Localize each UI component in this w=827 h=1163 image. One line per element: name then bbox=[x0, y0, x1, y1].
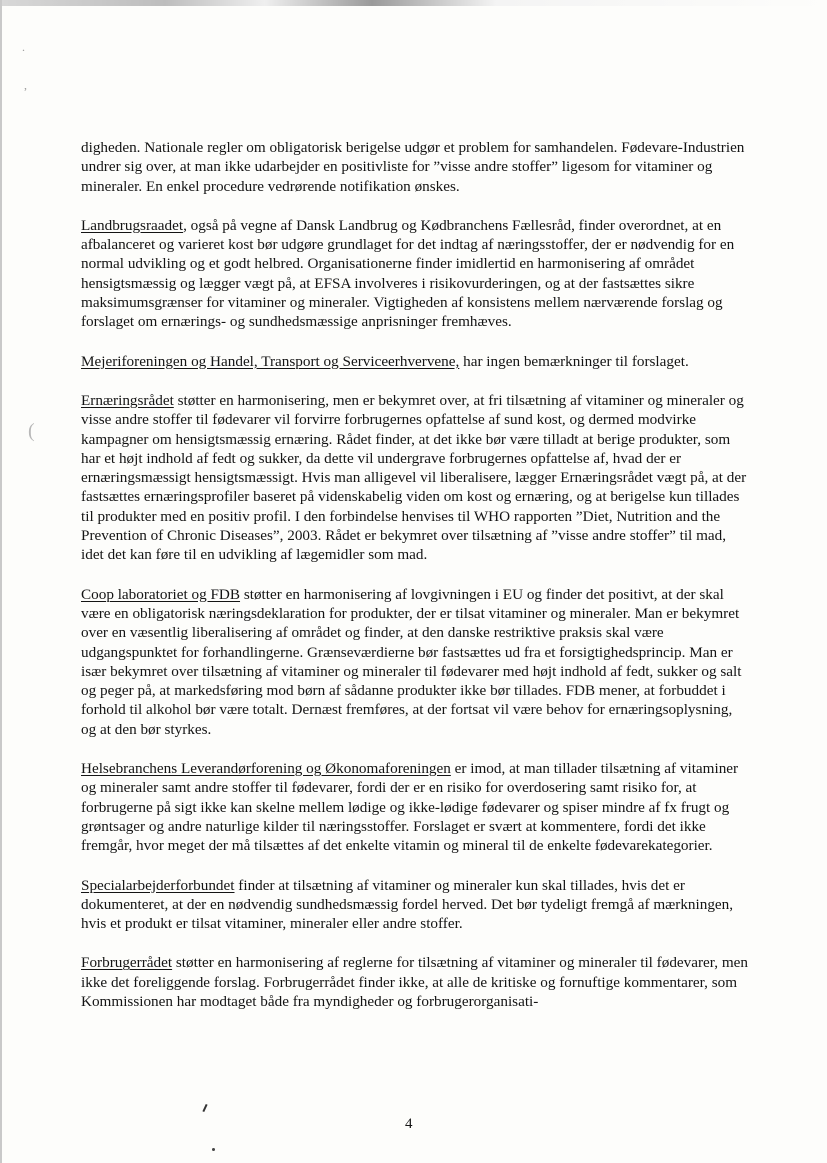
organization-name: Forbrugerrådet bbox=[81, 954, 173, 972]
paragraph-text: digheden. Nationale regler om obligatorisk berigelse udgør et problem for samhandelen. Fødevare-Industrien undrer sig over, at man ikke udarbejder en positivliste for ”visse andre stoffer” ligesom for vitaminer og mineraler. En enkel procedure vedrørende notifikation ønskes. bbox=[81, 139, 745, 195]
margin-speck: , bbox=[24, 78, 27, 92]
paragraph-text: støtter en harmonisering, men er bekymret over, at fri tilsætning af vitaminer og mineraler og visse andre stoffer til fødevarer vil forvirre forbrugernes opfattelse af sund kost, og dermed modvirke kampagner om hensigtsmæssig ernæring. Rådet finder, at det ikke bør være tilladt at berige produkter, som har et højt indhold af fedt og sukker, da dette vil undergrave forbrugernes opfattelse af, hvad der er ernæringsmæssigt hensigtsmæssigt. Hvis man alligevel vil liberalisere, lægger Ernæringsrådet vægt på, at der fastsættes ernæringsprofiler baseret på videnskabelig viden om kost og ernæring, og at berigelse kun tillades til produkter med en positiv profil. I den forbindelse henvises til WHO rapporten ”Diet, Nutrition and the Prevention of Chronic Diseases”, 2003. Rådet er bekymret over tilsætning af ”visse andre stoffer” til mad, idet det kan føre til en udvikling af lægemidler som mad. bbox=[81, 391, 747, 564]
scan-edge-left bbox=[0, 0, 2, 1163]
paragraph-text: , også på vegne af Dansk Landbrug og Kødbranchens Fællesråd, finder overordnet, at en afbalanceret og varieret kost bør udgøre grundlaget for det indtag af næringsstoffer, der er nødvendig for en normal udvikling og et godt helbred. Organisationerne finder imidlertid en harmonisering af området hensigtsmæssig og lægger vægt på, at EFSA involveres i risikovurderingen, og at der fastsættes sikre maksimumsgrænser for vitaminer og mineraler. Vigtigheden af konsistens mellem nærværende forslag og forslaget om ernærings- og sundhedsmæssige anprisninger fremhæves. bbox=[81, 216, 735, 331]
stray-mark bbox=[202, 1104, 207, 1112]
paragraph-text: støtter en harmonisering af reglerne for tilsætning af vitaminer og mineraler til fødevarer, men ikke det foreliggende forslag. Forbrugerrådet finder ikke, at alle de kritiske og fornuftige kommentarer, som Kommissionen har modtaget både fra myndigheder og forbrugerorganisati- bbox=[81, 954, 748, 1010]
stray-dot bbox=[212, 1148, 215, 1151]
paragraph-coop-fdb bbox=[81, 585, 751, 739]
paragraph-landbrugsraadet bbox=[81, 216, 751, 332]
document-body bbox=[81, 138, 751, 1031]
organization-name: Mejeriforeningen og Handel, Transport og Serviceerhvervene, bbox=[81, 352, 460, 370]
margin-bracket: ( bbox=[28, 420, 35, 442]
paragraph-helsebranchens bbox=[81, 759, 751, 855]
page-number: 4 bbox=[405, 1116, 413, 1132]
paragraph-mejeriforeningen bbox=[81, 352, 751, 371]
paragraph-forbrugerraadet bbox=[81, 953, 751, 1011]
organization-name: Ernæringsrådet bbox=[81, 391, 174, 409]
paragraph-text: har ingen bemærkninger til forslaget. bbox=[459, 352, 689, 370]
paragraph-intro bbox=[81, 138, 751, 196]
paragraph-text: finder at tilsætning af vitaminer og mineraler kun skal tillades, hvis det er dokumenteret, at der en nødvendig sundhedsmæssig fordel herved. Det bør tydeligt fremgå af mærkningen, hvis et produkt er tilsat vitaminer, mineraler eller andre stoffer. bbox=[81, 876, 734, 933]
organization-name: Coop laboratoriet og FDB bbox=[81, 585, 241, 603]
scan-edge-top bbox=[0, 0, 827, 6]
organization-name: Landbrugsraadet bbox=[81, 216, 184, 234]
paragraph-text: støtter en harmonisering af lovgivningen i EU og finder det positivt, at der skal være en obligatorisk næringsdeklaration for produkter, der er tilsat vitaminer og mineraler. Man er bekymret over en væsentlig liberalisering af området og finder, at den danske restriktive praksis skal være udgangspunktet for forhandlingerne. Grænseværdierne bør fastsættes ud fra et forsigtighedsprincip. Man er især bekymret over tilsætning af vitaminer og mineraler til fødevarer med højt indhold af fedt, sukker og salt og peger på, at markedsføring mod børn af sådanne produkter ikke bør tillades. FDB mener, at forbuddet i forhold til alkohol bør være totalt. Dernæst fremføres, at der fortsat vil være behov for ernæringsoplysning, og at den bør styrkes. bbox=[81, 585, 742, 738]
organization-name: Specialarbejderforbundet bbox=[81, 876, 235, 894]
margin-speck: . bbox=[22, 40, 25, 54]
paragraph-specialarbejderforbundet bbox=[81, 876, 751, 934]
organization-name: Helsebranchens Leverandørforening og Økonomaforeningen bbox=[81, 760, 451, 778]
paragraph-text: er imod, at man tillader tilsætning af vitaminer og mineraler samt andre stoffer til fødevarer, fordi der er en risiko for overdosering samt risiko for, at forbrugerne på sigt ikke kan skelne mellem lødige og ikke-lødige fødevarer og spiser mindre af fx frugt og grøntsager og andre naturlige kilder til næringsstoffer. Forslaget er svært at kommentere, fordi det ikke fremgår, hvor meget der må tilsættes af det enkelte vitamin og mineral til de enkelte fødevarekategorier. bbox=[81, 760, 739, 855]
paragraph-ernaeringsraadet bbox=[81, 391, 751, 565]
